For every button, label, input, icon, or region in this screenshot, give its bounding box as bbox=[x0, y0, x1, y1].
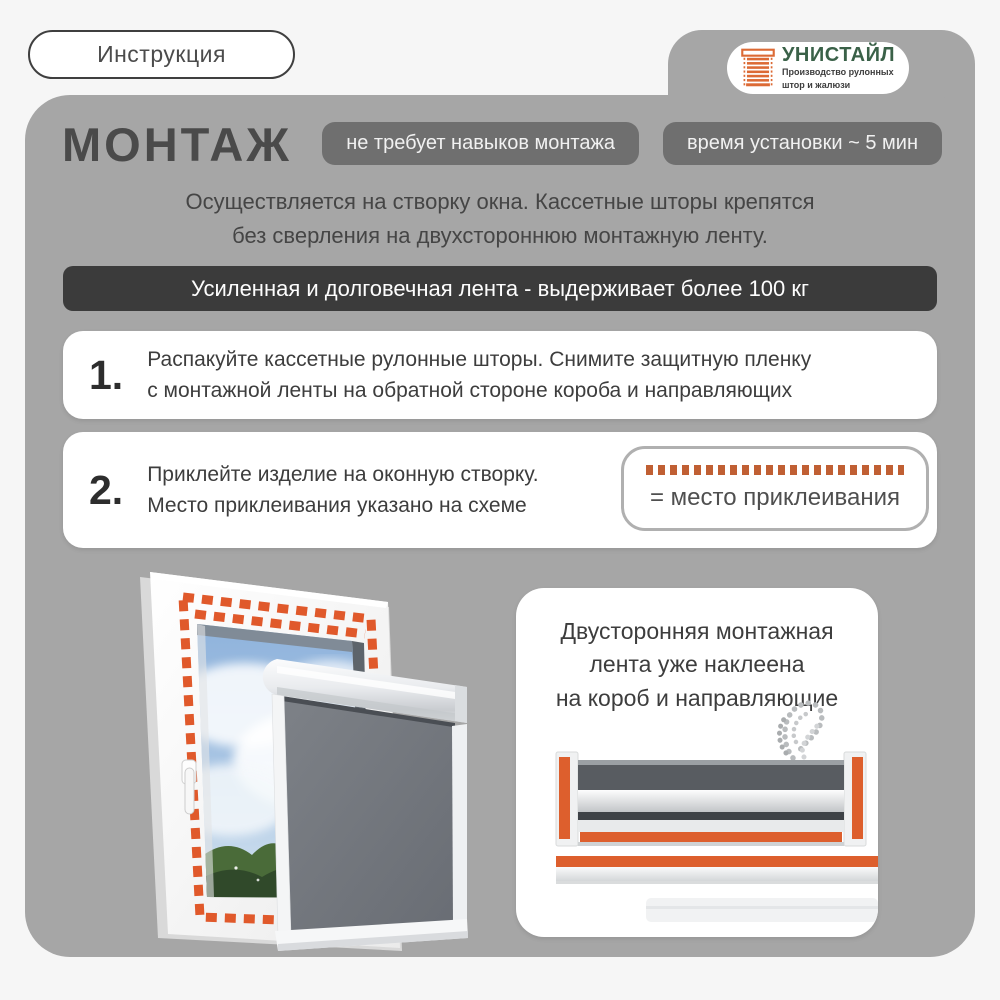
step-2-number: 2. bbox=[89, 466, 124, 513]
blind-right-rail bbox=[452, 724, 467, 927]
step-2-line-2: Место приклеивания указано на схеме bbox=[147, 494, 527, 517]
tape-strip-rail bbox=[556, 856, 878, 867]
brand-logo-text bbox=[782, 45, 895, 91]
note-line-3: на короб и направляющие bbox=[555, 684, 839, 711]
intro-paragraph bbox=[25, 185, 975, 253]
step-card-2 bbox=[63, 432, 937, 548]
note-line-1: Двусторонняя монтажная bbox=[560, 618, 834, 644]
brand-name: УНИСТАЙЛ bbox=[781, 44, 895, 67]
glue-legend bbox=[621, 446, 929, 531]
note-card bbox=[516, 588, 878, 937]
feature-badges bbox=[322, 122, 942, 165]
tape-strip-left bbox=[559, 757, 570, 839]
bead-chain bbox=[779, 703, 821, 758]
step-1-line-2: с монтажной ленты на обратной стороне короба и направляющих bbox=[147, 379, 793, 402]
tape-dashes-swatch bbox=[646, 465, 904, 475]
step-1-number: 1. bbox=[89, 351, 124, 398]
window-photo-illustration bbox=[95, 560, 505, 980]
brand-logo bbox=[727, 42, 909, 94]
glue-legend-label: = место приклеивания bbox=[649, 484, 901, 511]
blind-fabric bbox=[282, 701, 453, 933]
cassette-diagram bbox=[516, 688, 878, 937]
instruction-tab bbox=[28, 30, 295, 79]
step-1-line-1: Распакуйте кассетные рулонные шторы. Снимите защитную пленку bbox=[147, 347, 812, 371]
roller-blind bbox=[263, 659, 468, 951]
tape-strip-bottom bbox=[580, 832, 842, 842]
intro-line-1: Осуществляется на створку окна. Кассетные шторы крепятся bbox=[185, 189, 815, 214]
brand-tagline-2: штор и жалюзи bbox=[781, 80, 851, 90]
step-card-1 bbox=[63, 331, 937, 419]
guide-rail-spare bbox=[646, 898, 878, 922]
highlight-bar bbox=[63, 266, 937, 311]
cassette-box-profile bbox=[556, 752, 866, 846]
note-line-2: лента уже наклеена bbox=[589, 651, 805, 678]
instruction-tab-label: Инструкция bbox=[97, 41, 226, 67]
badge-install-time: время установки ~ 5 мин bbox=[663, 122, 942, 165]
step-2-text bbox=[147, 459, 538, 522]
step-2-line-1: Приклейте изделие на оконную створку. bbox=[147, 462, 539, 486]
brand-tagline-1: Производство рулонных bbox=[781, 67, 894, 78]
tape-strip-right bbox=[852, 757, 863, 839]
step-1-text bbox=[147, 344, 811, 407]
highlight-text: Усиленная и долговечная лента - выдерживает более 100 кг bbox=[190, 275, 810, 301]
badge-no-skills: не требует навыков монтажа bbox=[322, 122, 639, 165]
guide-rail bbox=[556, 856, 878, 884]
section-title: МОНТАЖ bbox=[62, 118, 292, 171]
intro-line-2: без сверления на двухстороннюю монтажную ленту. bbox=[232, 223, 768, 249]
blinds-logo-icon bbox=[741, 48, 775, 88]
